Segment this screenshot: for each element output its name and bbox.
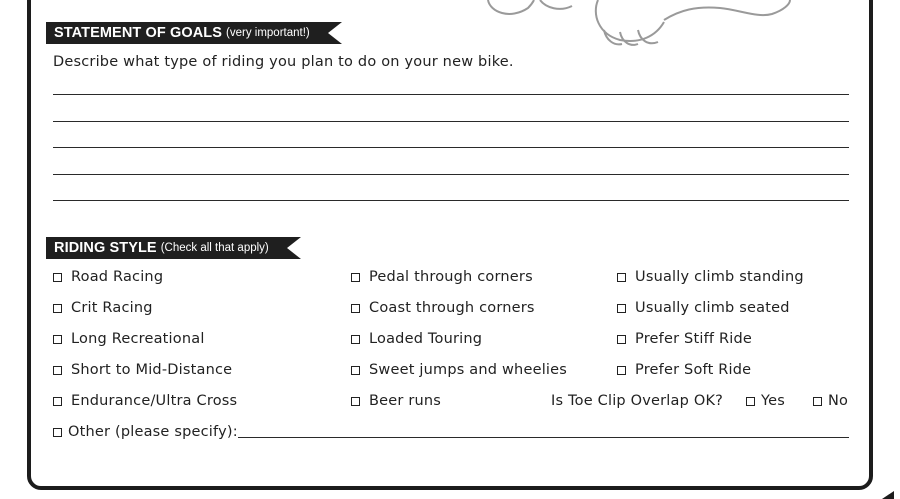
- goals-write-line-1[interactable]: [53, 94, 849, 95]
- option-short-to-mid-distance[interactable]: [53, 362, 232, 378]
- option-label: Sweet jumps and wheelies: [369, 362, 568, 378]
- goals-write-line-2[interactable]: [53, 121, 849, 122]
- toe-clip-yes[interactable]: [746, 393, 785, 409]
- checkbox[interactable]: [53, 304, 62, 313]
- other-specify-line[interactable]: [238, 437, 849, 438]
- goals-note: (very important!): [226, 27, 310, 39]
- option-coast-through-corners[interactable]: [351, 300, 535, 316]
- checkbox[interactable]: [351, 397, 360, 406]
- option-label: Crit Racing: [71, 300, 153, 316]
- toe-clip-question: Is Toe Clip Overlap OK?: [551, 393, 724, 409]
- option-endurance-ultra-cross[interactable]: [53, 393, 237, 409]
- checkbox[interactable]: [53, 397, 62, 406]
- checkbox[interactable]: [351, 366, 360, 375]
- goals-prompt: Describe what type of riding you plan to do on your new bike.: [53, 54, 514, 70]
- checkbox[interactable]: [53, 273, 62, 282]
- option-label: Pedal through corners: [369, 269, 533, 285]
- option-prefer-stiff-ride[interactable]: [617, 331, 752, 347]
- goals-write-line-5[interactable]: [53, 200, 849, 201]
- option-label: Loaded Touring: [369, 331, 483, 347]
- option-label: Usually climb seated: [635, 300, 790, 316]
- option-label: Coast through corners: [369, 300, 535, 316]
- mascot-illustration: [480, 0, 810, 50]
- option-usually-climb-standing[interactable]: [617, 269, 804, 285]
- option-long-recreational[interactable]: [53, 331, 205, 347]
- riding-style-title: RIDING STYLE: [54, 240, 157, 256]
- riding-style-banner: [46, 237, 301, 259]
- checkbox[interactable]: [53, 366, 62, 375]
- option-beer-runs[interactable]: [351, 393, 441, 409]
- checkbox[interactable]: [617, 273, 626, 282]
- checkbox[interactable]: [746, 397, 755, 406]
- option-label: Prefer Soft Ride: [635, 362, 752, 378]
- checkbox[interactable]: [351, 335, 360, 344]
- goals-write-line-4[interactable]: [53, 174, 849, 175]
- option-label: Usually climb standing: [635, 269, 804, 285]
- checkbox[interactable]: [53, 335, 62, 344]
- goals-banner-body: [46, 22, 316, 44]
- option-label: Prefer Stiff Ride: [635, 331, 753, 347]
- option-road-racing[interactable]: [53, 269, 163, 285]
- option-loaded-touring[interactable]: [351, 331, 482, 347]
- option-prefer-soft-ride[interactable]: [617, 362, 751, 378]
- banner-tail-icon: [316, 22, 342, 44]
- goals-title: STATEMENT OF GOALS: [54, 25, 223, 41]
- goals-banner: [46, 22, 342, 44]
- goals-write-line-3[interactable]: [53, 147, 849, 148]
- checkbox[interactable]: [813, 397, 822, 406]
- riding-style-note: (Check all that apply): [160, 242, 269, 254]
- option-label: Beer runs: [369, 393, 442, 409]
- option-label: Endurance/Ultra Cross: [71, 393, 238, 409]
- toe-clip-no[interactable]: [813, 393, 848, 409]
- corner-mark-icon: [880, 488, 900, 499]
- checkbox[interactable]: [617, 366, 626, 375]
- option-label: Other (please specify):: [68, 424, 238, 440]
- checkbox[interactable]: [53, 428, 62, 437]
- checkbox[interactable]: [351, 273, 360, 282]
- option-label: Yes: [761, 393, 786, 409]
- option-usually-climb-seated[interactable]: [617, 300, 790, 316]
- option-other[interactable]: [53, 424, 238, 440]
- riding-style-banner-body: [46, 237, 275, 259]
- option-pedal-through-corners[interactable]: [351, 269, 533, 285]
- option-label: Road Racing: [71, 269, 164, 285]
- checkbox[interactable]: [617, 304, 626, 313]
- option-label: Short to Mid-Distance: [71, 362, 233, 378]
- checkbox[interactable]: [617, 335, 626, 344]
- banner-tail-icon: [275, 237, 301, 259]
- option-crit-racing[interactable]: [53, 300, 153, 316]
- option-label: Long Recreational: [71, 331, 205, 347]
- option-label: No: [828, 393, 849, 409]
- checkbox[interactable]: [351, 304, 360, 313]
- option-sweet-jumps-and-wheelies[interactable]: [351, 362, 567, 378]
